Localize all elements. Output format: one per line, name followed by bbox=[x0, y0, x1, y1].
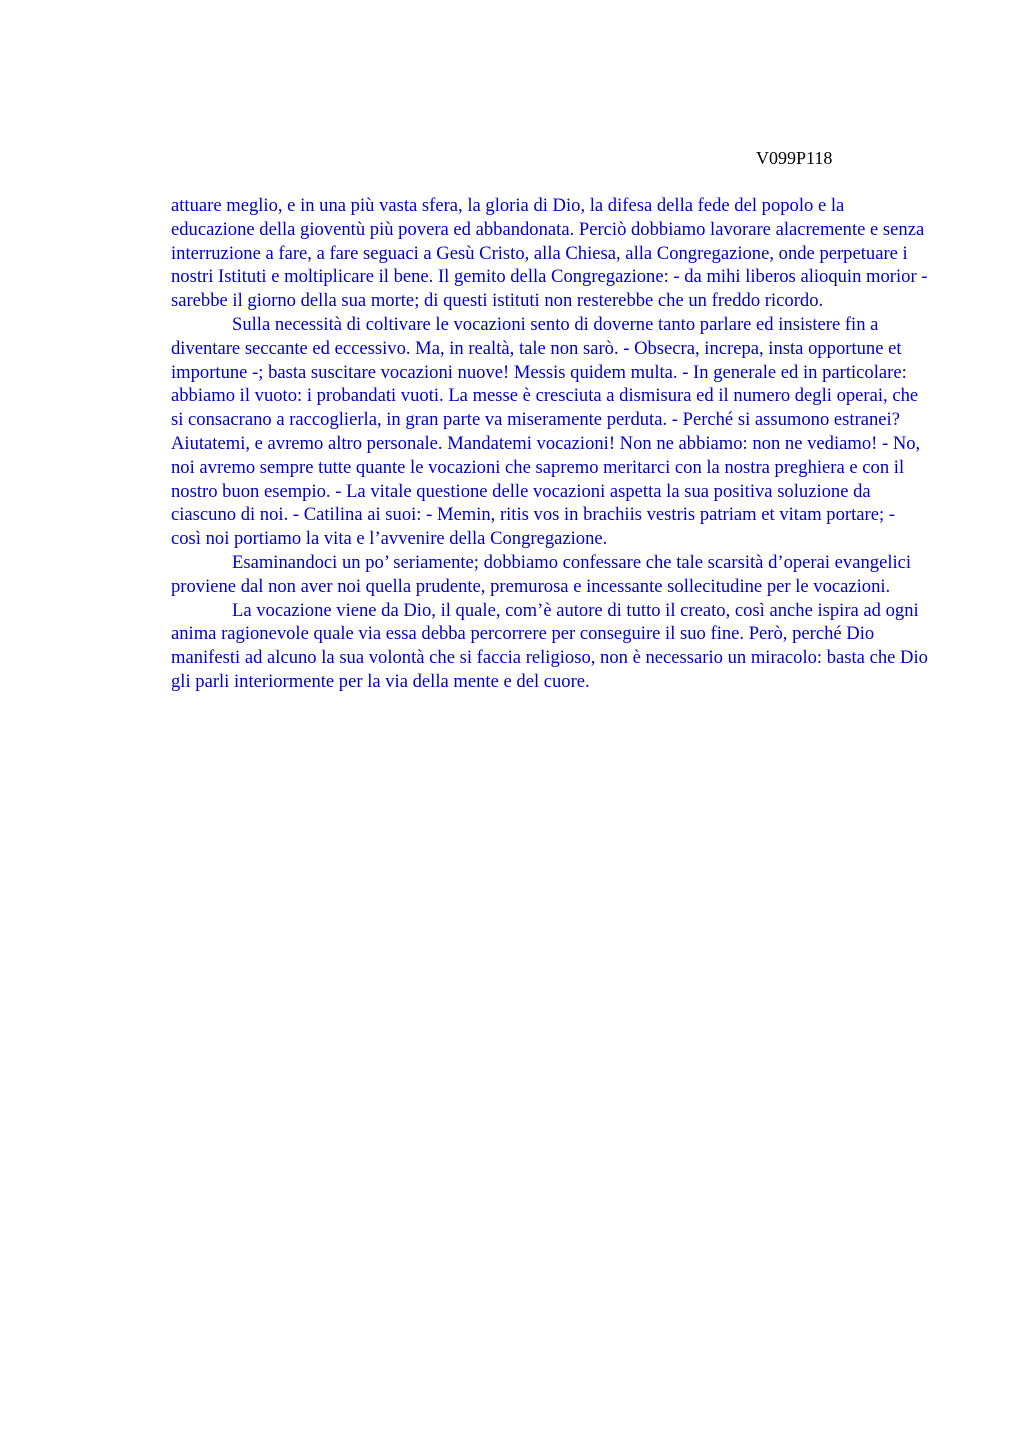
paragraph-2: Sulla necessità di coltivare le vocazioni sento di doverne tanto parlare ed insistere fin a diventare seccante ed eccessivo. Ma, in realtà, tale non sarò. - Obsecra, increpa, insta opportune et importune -; basta suscitare vocazioni nuove! Messis quidem multa. - In generale ed in particolare: abbiamo il vuoto: i probandati vuoti. La messe è cresciuta a dismisura ed il numero degli operai, che si consacrano a raccoglierla, in gran parte va miseramente perduta. - Perché si assumono estranei? Aiutatemi, e avremo altro personale. Mandatemi vocazioni! Non ne abbiamo: non ne vediamo! - No, noi avremo sempre tutte quante le vocazioni che sapremo meritarci con la nostra preghiera e con il nostro buon esempio. - La vitale questione delle vocazioni aspetta la sua positiva soluzione da ciascuno di noi. - Catilina ai suoi: - Memin, ritis vos in brachiis vestris patriam et vitam portare; - così noi portiamo la vita e l’avvenire della Congregazione. bbox=[171, 313, 921, 550]
page-reference: V099P118 bbox=[756, 148, 833, 168]
document-body bbox=[171, 194, 928, 694]
paragraph-4: La vocazione viene da Dio, il quale, com’è autore di tutto il creato, così anche ispira ad ogni anima ragionevole quale via essa debba percorrere per conseguire il suo fine. Però, perché Dio manifesti ad alcuno la sua volontà che si faccia religioso, non è necessario un miracolo: basta che Dio gli parli interiormente per la via della mente e del cuore. bbox=[171, 599, 928, 692]
paragraph-1: attuare meglio, e in una più vasta sfera, la gloria di Dio, la difesa della fede del popolo e la educazione della gioventù più povera ed abbandonata. Perciò dobbiamo lavorare alacremente e senza interruzione a fare, a fare seguaci a Gesù Cristo, alla Chiesa, alla Congregazione, onde perpetuare i nostri Istituti e moltiplicare il bene. Il gemito della Congregazione: - da mihi liberos alioquin morior - sarebbe il giorno della sua morte; di questi istituti non resterebbe che un freddo ricordo. bbox=[171, 195, 928, 312]
paragraph-3: Esaminandoci un po’ seriamente; dobbiamo confessare che tale scarsità d’operai evangelici proviene dal non aver noi quella prudente, premurosa e incessante sollecitudine per le vocazioni. bbox=[171, 551, 912, 597]
